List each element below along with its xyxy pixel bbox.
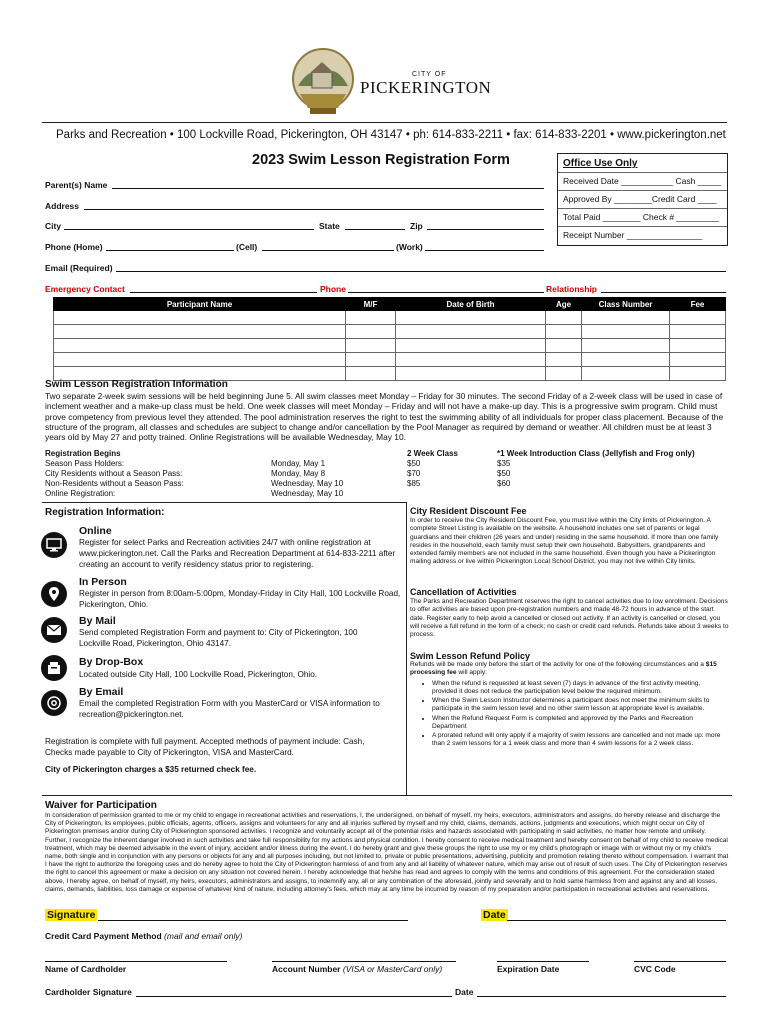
list-item: • When the refund is requested at least seven (7) days in advance of the first activity meeting, provided it does not reduce the participation level below the required minimum. — [432, 680, 726, 697]
phone-home-label: Phone (Home) — [45, 242, 103, 252]
list-item: • When the Refund Request Form is completed and approved by the Parks and Recreation Department — [432, 715, 726, 732]
cardholder-signature-field[interactable] — [136, 996, 452, 997]
work-label: (Work) — [396, 242, 423, 252]
phone-home-field[interactable] — [106, 250, 234, 251]
table-row[interactable] — [54, 339, 726, 353]
email-icon — [41, 690, 67, 716]
parents-label: Parent(s) Name — [45, 180, 108, 190]
by-email-text: Email the completed Registration Form with you MasterCard or VISA information to recreation@pickerington.net. — [79, 699, 380, 719]
city-field[interactable] — [64, 229, 314, 230]
cardholder-date-label: Date — [455, 987, 474, 997]
office-received-row: Received Date ___________ Cash _____ — [558, 173, 727, 191]
reg-row-date: Wednesday, May 10 — [271, 489, 344, 498]
state-label: State — [319, 221, 340, 231]
cancellation-title: Cancellation of Activities — [410, 587, 517, 597]
drop-box-title: By Drop-Box — [79, 656, 144, 668]
emergency-contact-label: Emergency Contact — [45, 284, 125, 294]
waiver-title: Waiver for Participation — [45, 800, 157, 811]
cardholder-date-field[interactable] — [477, 996, 726, 997]
cancellation-text: The Parks and Recreation Department reserves the right to cancel activities due to low enrollment. Decisions to offer activities are based upon pre-registration numbers and made 48-72 hours in advance of the start date. Register early to help avoid a cancelled or closed out activity. If an activity is cancelled or closed, you will receive a full refund in the form of a check; no cash or credit card refunds. Refunds take about 3 weeks to process. — [410, 598, 729, 639]
header-divider — [42, 122, 727, 123]
online-text: Register for select Parks and Recreation activities 24/7 with online registration at www.pickerington.net. Call the Parks and Recreation Department at 614-833-2211 after creating an account to verify residency status prior to registering. — [79, 538, 396, 569]
expiration-date-label: Expiration Date — [497, 964, 560, 974]
account-number-field[interactable] — [272, 961, 456, 962]
reg-row-date: Monday, May 8 — [271, 469, 326, 478]
reg-row-who: Non-Residents without a Season Pass: — [45, 479, 184, 488]
cell-field[interactable] — [262, 250, 394, 251]
refund-title: Swim Lesson Refund Policy — [410, 651, 531, 661]
cardholder-name-label: Name of Cardholder — [45, 964, 127, 974]
address-label: Address — [45, 201, 80, 211]
city-name-wordmark: PICKERINGTON — [360, 78, 492, 97]
reg-begins-title: Registration Begins — [45, 449, 121, 458]
city-logo — [290, 46, 356, 118]
email-label: Email (Required) — [45, 263, 113, 273]
zip-label: Zip — [410, 221, 423, 231]
computer-icon — [41, 532, 67, 558]
reg-row-who: Online Registration: — [45, 489, 116, 498]
swim-info-body: Two separate 2-week swim sessions will be held beginning June 5. All swim classes meet Monday – Friday for 30 minutes. The second Friday of a 2-week class will be used in case of inclement weather and a make-up class must be held. One week classes will meet Monday – Friday and will not have a make-up day. This is a progressive swim program. Child must prove competency from previous level they attended. The pool administration reserves the right to test the swimming ability of all individuals for proper class placement. Because of the structure of the program, all classes and schedules are subject to change and/or cancellation by the Pool Manager as required by demand or weather. All children must be at least 3 years old by May 27 and potty trained. Online Registrations will be available Wednesday, May 10. — [45, 391, 724, 443]
by-mail-title: By Mail — [79, 615, 116, 627]
table-row[interactable] — [54, 353, 726, 367]
reg-row-one-week-fee: $50 — [497, 469, 511, 478]
waiver-date-label: Date — [483, 909, 506, 921]
list-item: • A prorated refund will only apply if a majority of swim lessons are cancelled and not made up: more than 2 swim lessons for a 1 week class and more than 4 swim lessons for a 2 week class. — [432, 732, 726, 749]
office-use-title: Office Use Only — [558, 154, 727, 173]
zip-field[interactable] — [427, 229, 544, 230]
office-total-row: Total Paid ________ Check # _________ — [558, 209, 727, 227]
office-use-box — [557, 153, 728, 246]
table-row[interactable] — [54, 325, 726, 339]
waiver-text: In consideration of permission granted to me or my child to engage in recreational activities and reservations, I, the undersigned, on behalf of myself, my heirs, executors, administrators and assigns, do hereby release and discharge the City of Pickerington, its employees, public officials, agents, officers, assigns and volunteers for any and all injuries suffered by myself and my child, claims, demands, actions, judgments and executions, which might occur on City of Pickerington premises and/or during City of Pickerington sponsored activities. I recognize and voluntarily accept all of the potential risks and hazards associated with participating in said activities, no matter how remote and unlikely. Further, I recognize the inherent danger involved in such activities and take full responsibility for my actions and physical condition. I hereby consent to receive medical treatment and hereby consent on behalf of my child to receive medical treatment, which may be deemed advisable in the event of injury, accident and/or illness during the event. I do hereby grant and give these groups the right to use my or my child's photograph or image with or without my or my child's name, both single and in conjunction with any persons or objects for any and all purposes including, but not limited to, private or public presentations, advertising, publicity and promotion relating thereto without compensation. I warrant that I have the right to authorize the foregoing uses and do hereby agree to hold the City of Pickerington harmless of and from any and all liability of whatever nature, which may arise out of result of such uses. The City of Pickerington reserves the right to cancel this agreement or make a decision on any situation not covered herein. I hereby acknowledge that he/she has read and agrees to comply with the terms and conditions of this agreement. For the consideration stated above, I hereby agree, on behalf of myself, my heirs, executors, administrators and assigns, to indemnify any, all or any combination of the aforesaid, jointly and severally and to hold same harmless from and against any and all losses, claims, demands, liabilities, loss damage or expense of whatever kind of nature, including attorney's fees, which may at any time be incurred by reason of my preparation and/or participation in recreational activities and reservations. — [45, 812, 729, 893]
col-fee: Fee — [670, 298, 726, 311]
contact-line: Parks and Recreation • 100 Lockville Road, Pickerington, OH 43147 • ph: 614-833-2211 • fax: 614-833-2201 • www.pickerington.net — [56, 129, 726, 141]
state-field[interactable] — [345, 229, 405, 230]
col-dob: Date of Birth — [396, 298, 546, 311]
drop-box-text: Located outside City Hall, 100 Lockville Road, Pickerington, Ohio. — [79, 670, 318, 679]
emergency-phone-field[interactable] — [348, 292, 544, 293]
registration-begins-block — [45, 449, 730, 499]
col-class-number: Class Number — [582, 298, 670, 311]
relationship-label: Relationship — [546, 284, 598, 294]
account-number-label: Account Number (VISA or MasterCard only) — [272, 964, 443, 974]
reg-row-two-week-fee: $50 — [407, 459, 421, 468]
cardholder-signature-label: Cardholder Signature — [45, 987, 132, 997]
work-field[interactable] — [425, 250, 544, 251]
refund-intro: Refunds will be made only before the start of the activity for one of the following circumstances and a $15 processing fee will apply: — [410, 661, 717, 677]
reg-row-two-week-fee: $70 — [407, 469, 421, 478]
two-week-title: 2 Week Class — [407, 449, 458, 458]
by-mail-text: Send completed Registration Form and payment to: City of Pickerington, 100 Lockville Road, Pickerington, Ohio 43147. — [79, 628, 358, 648]
cardholder-name-field[interactable] — [45, 961, 227, 962]
participant-table — [53, 297, 726, 381]
form-title: 2023 Swim Lesson Registration Form — [252, 152, 510, 168]
returned-check-text: City of Pickerington charges a $35 returned check fee. — [45, 765, 257, 774]
drop-box-icon — [41, 655, 67, 681]
city-of-label: CITY OF — [412, 71, 447, 78]
col-participant-name: Participant Name — [54, 298, 346, 311]
address-field[interactable] — [84, 209, 544, 210]
mail-icon — [41, 617, 67, 643]
in-person-text: Register in person from 8:00am-5:00pm, Monday-Friday in City Hall, 100 Lockville Road, Pickerington, Ohio. — [79, 589, 401, 609]
reg-row-one-week-fee: $35 — [497, 459, 511, 468]
reg-row-who: Season Pass Holders: — [45, 459, 125, 468]
emergency-contact-field[interactable] — [130, 292, 317, 293]
table-header-row — [54, 298, 726, 311]
expiration-date-field[interactable] — [497, 961, 589, 962]
col-mf: M/F — [346, 298, 396, 311]
col-age: Age — [546, 298, 582, 311]
online-title: Online — [79, 525, 112, 537]
reg-row-two-week-fee: $85 — [407, 479, 421, 488]
section-divider — [42, 502, 406, 503]
location-pin-icon — [41, 581, 67, 607]
payment-complete-text: Registration is complete with full payment. Accepted methods of payment include: Cash, Checks made payable to City of Pickerington, VISA and MasterCard. — [45, 737, 365, 757]
column-divider — [406, 502, 407, 795]
signature-label: Signature — [47, 909, 96, 921]
discount-title: City Resident Discount Fee — [410, 506, 527, 516]
office-approved-row: Approved By ________Credit Card ____ — [558, 191, 727, 209]
by-email-title: By Email — [79, 686, 124, 698]
waiver-date-field[interactable] — [507, 920, 726, 921]
in-person-title: In Person — [79, 576, 127, 588]
cvc-code-field[interactable] — [634, 961, 726, 962]
cell-label: (Cell) — [236, 242, 258, 252]
reg-row-date: Monday, May 1 — [271, 459, 326, 468]
table-row[interactable] — [54, 311, 726, 325]
reg-info-title: Registration Information: — [45, 507, 165, 518]
refund-list — [410, 680, 726, 748]
list-item: • When the Swim Lesson Instructor determines a participant does not meet the minimum skills to participate in the swim lesson level and no other swim lesson at appropriate level is available. — [432, 697, 726, 714]
reg-row-one-week-fee: $60 — [497, 479, 511, 488]
emergency-phone-label: Phone — [320, 284, 346, 294]
section-divider — [42, 795, 732, 796]
relationship-field[interactable] — [601, 292, 726, 293]
discount-text: In order to receive the City Resident Discount Fee, you must live within the City limits of Pickerington. A complete Street Listing is available on the website. A household includes one set of parents or legal guardians and their children (26 years and under) residing in the same household. If more than one family resides in the household, each family must setup their own household. Babysitters, grandparents and extended family members are not included in the same household. Even though you have a Pickerington mailing address or live within Pickerington Local School District, you may not live within City limits. — [410, 517, 719, 566]
cvc-code-label: CVC Code — [634, 964, 676, 974]
reg-row-who: City Residents without a Season Pass: — [45, 469, 183, 478]
credit-card-title: Credit Card Payment Method (mail and email only) — [45, 931, 243, 941]
office-receipt-row: Receipt Number ________________ — [563, 230, 703, 240]
one-week-title: *1 Week Introduction Class (Jellyfish and Frog only) — [497, 449, 695, 458]
email-field[interactable] — [116, 271, 726, 272]
reg-row-date: Wednesday, May 10 — [271, 479, 344, 488]
signature-field[interactable] — [98, 920, 408, 921]
city-label: City — [45, 221, 62, 231]
swim-info-title: Swim Lesson Registration Information — [45, 379, 228, 390]
parents-field[interactable] — [112, 188, 544, 189]
